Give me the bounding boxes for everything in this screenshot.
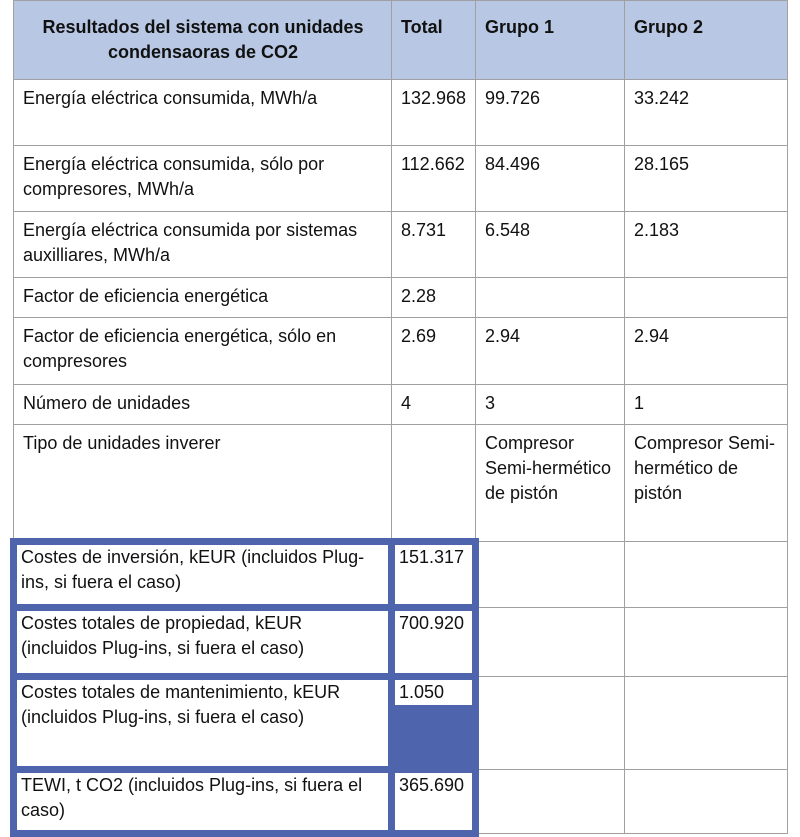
row-total: 112.662 <box>392 146 476 212</box>
row-group-2: 2.94 <box>625 318 788 385</box>
row-group-2 <box>625 278 788 318</box>
row-label: Energía eléctrica consumida, MWh/a <box>14 80 392 146</box>
cost-total: 700.920 <box>392 608 476 677</box>
cost-label: Costes totales de mantenimiento, kEUR (incluidos Plug-ins, si fuera el caso) <box>14 677 392 770</box>
header-group-2: Grupo 2 <box>625 1 788 80</box>
row-group-2: 28.165 <box>625 146 788 212</box>
table-row <box>14 146 788 212</box>
table-row <box>14 385 788 425</box>
cost-group-2 <box>625 608 788 677</box>
table-row <box>14 425 788 542</box>
row-total: 8.731 <box>392 212 476 278</box>
cost-group-2 <box>625 770 788 834</box>
row-label: Tipo de unidades inverer <box>14 425 392 542</box>
table-row <box>14 80 788 146</box>
header-total: Total <box>392 1 476 80</box>
header-label: Resultados del sistema con unidades condensaoras de CO2 <box>14 1 392 80</box>
row-total: 132.968 <box>392 80 476 146</box>
cost-label: Costes totales de propiedad, kEUR (incluidos Plug-ins, si fuera el caso) <box>14 608 392 677</box>
header-group-1: Grupo 1 <box>476 1 625 80</box>
cost-total: 151.317 <box>392 542 476 608</box>
row-group-2: 2.183 <box>625 212 788 278</box>
table-row <box>14 318 788 385</box>
row-group-1: 6.548 <box>476 212 625 278</box>
row-group-1: 99.726 <box>476 80 625 146</box>
row-group-1: 84.496 <box>476 146 625 212</box>
row-group-2: 1 <box>625 385 788 425</box>
cost-total <box>392 677 476 770</box>
cost-group-1 <box>476 608 625 677</box>
cost-label: TEWI, t CO2 (incluidos Plug-ins, si fuera el caso) <box>14 770 392 834</box>
row-label: Número de unidades <box>14 385 392 425</box>
row-group-1: Compresor Semi-hermético de pistón <box>476 425 625 542</box>
row-label: Energía eléctrica consumida, sólo por compresores, MWh/a <box>14 146 392 212</box>
cost-row <box>14 608 788 677</box>
row-label: Factor de eficiencia energética <box>14 278 392 318</box>
row-total: 4 <box>392 385 476 425</box>
results-table <box>10 0 788 837</box>
row-group-2: Compresor Semi-hermético de pistón <box>625 425 788 542</box>
row-total: 2.69 <box>392 318 476 385</box>
cost-total-value: 1.050 <box>395 680 472 705</box>
cost-row <box>14 770 788 834</box>
row-label: Energía eléctrica consumida por sistemas auxilliares, MWh/a <box>14 212 392 278</box>
row-group-1: 2.94 <box>476 318 625 385</box>
row-group-1: 3 <box>476 385 625 425</box>
cost-group-2 <box>625 677 788 770</box>
table-row <box>14 212 788 278</box>
cost-group-1 <box>476 677 625 770</box>
cost-group-2 <box>625 542 788 608</box>
cost-group-1 <box>476 770 625 834</box>
cost-row <box>14 542 788 608</box>
row-group-2: 33.242 <box>625 80 788 146</box>
row-group-1 <box>476 278 625 318</box>
cost-row <box>14 677 788 770</box>
table-row <box>14 278 788 318</box>
cost-total: 365.690 <box>392 770 476 834</box>
row-label: Factor de eficiencia energética, sólo en compresores <box>14 318 392 385</box>
row-total <box>392 425 476 542</box>
cost-group-1 <box>476 542 625 608</box>
row-total: 2.28 <box>392 278 476 318</box>
table-header-row <box>14 1 788 80</box>
cost-label: Costes de inversión, kEUR (incluidos Plug-ins, si fuera el caso) <box>14 542 392 608</box>
